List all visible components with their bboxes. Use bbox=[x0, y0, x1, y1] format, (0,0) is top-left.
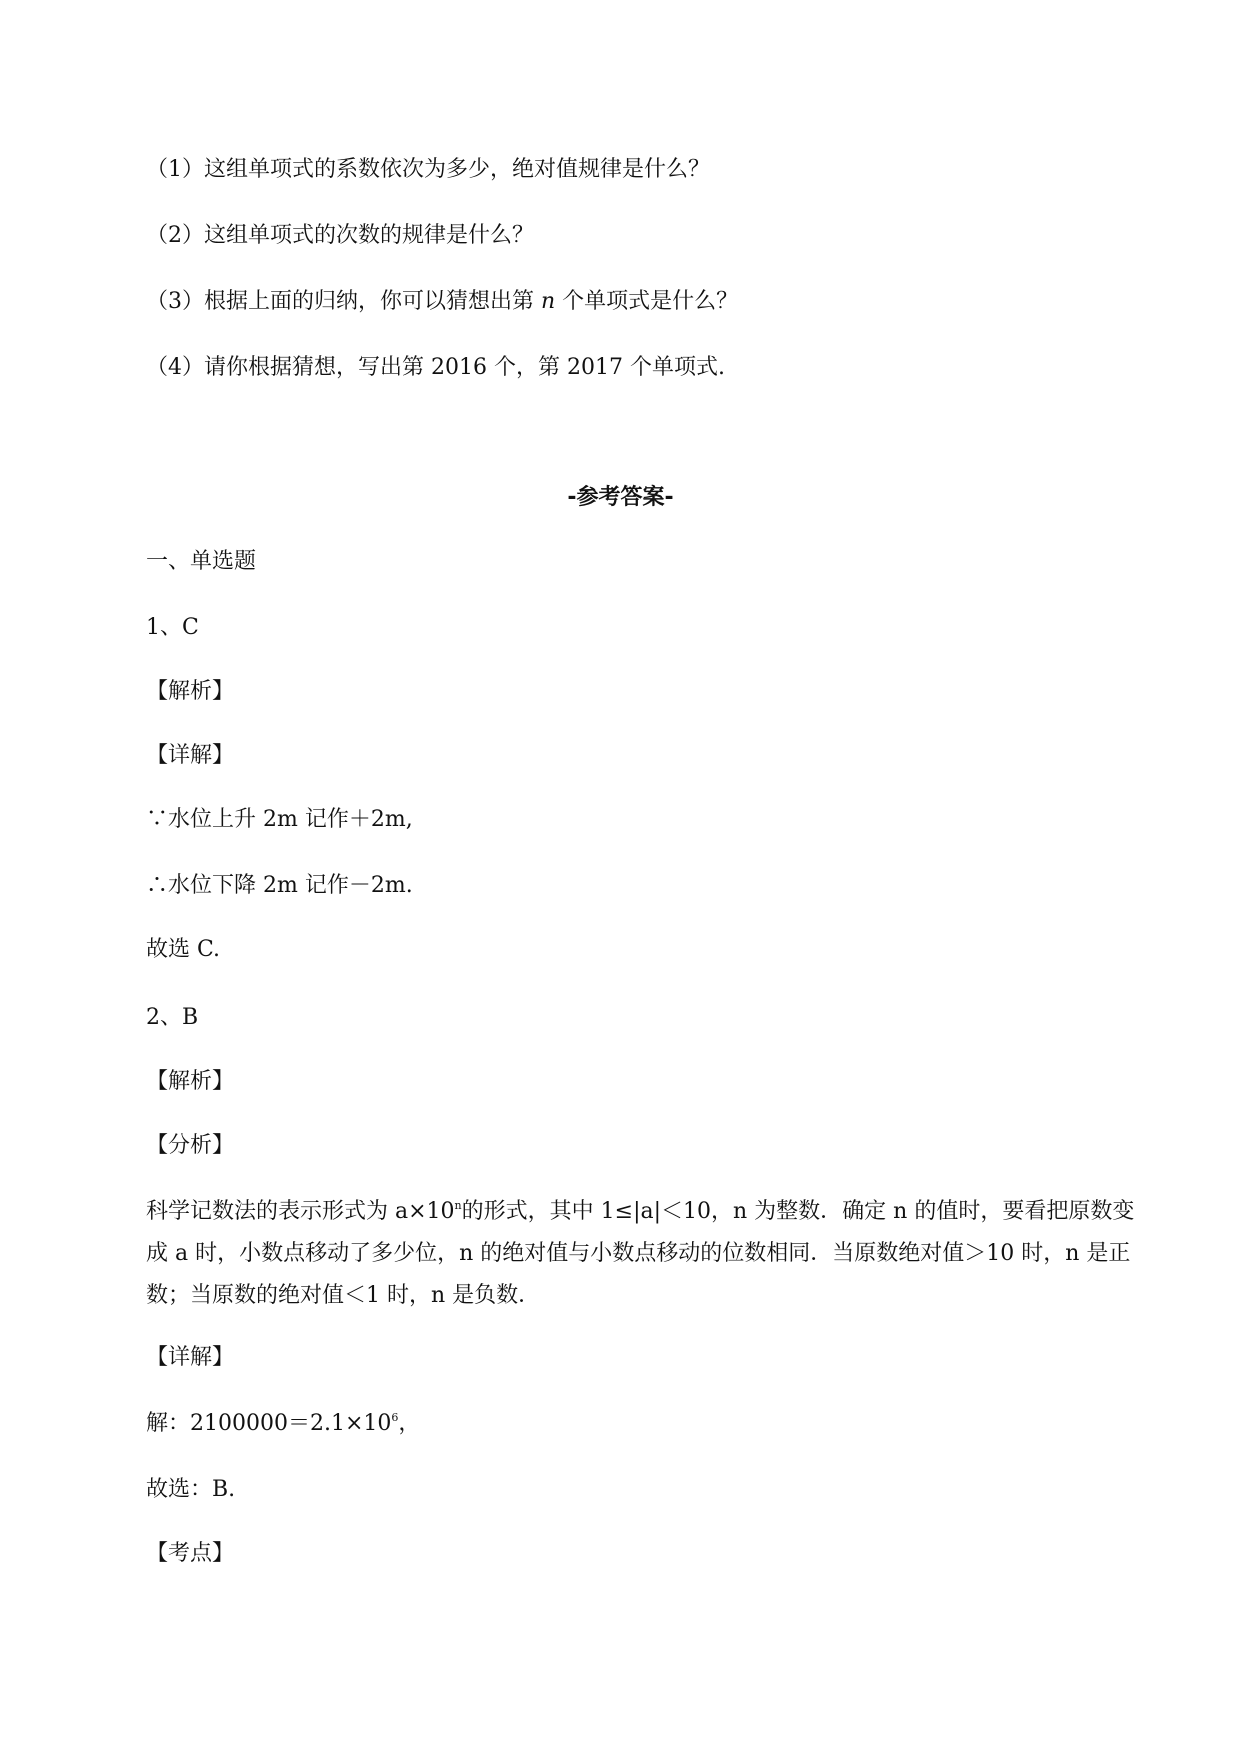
solution-prefix: 解：2100000＝2.1×10 bbox=[146, 1411, 392, 1436]
solution-suffix: ， bbox=[398, 1411, 421, 1436]
answer-2-label: 2、B bbox=[146, 1005, 199, 1030]
question-3-pre: （3）根据上面的归纳，你可以猜想出第 bbox=[146, 289, 541, 314]
question-1: （1）这组单项式的系数依次为多少，绝对值规律是什么？ bbox=[146, 157, 710, 182]
answer-2-paragraph-line-3: 数；当原数的绝对值＜1 时，n 是负数． bbox=[146, 1283, 541, 1308]
answer-2-paragraph-line-1 bbox=[146, 1198, 1134, 1226]
solution-exponent: 6 bbox=[391, 1411, 399, 1424]
answer-2-fenxi-tag: 【分析】 bbox=[146, 1133, 235, 1158]
answer-1-detail-tag: 【详解】 bbox=[146, 743, 235, 768]
question-3-var: n bbox=[541, 289, 556, 314]
paragraph-exponent: n bbox=[454, 1199, 462, 1212]
answer-2-detail-tag: 【详解】 bbox=[146, 1345, 235, 1370]
answer-2-conclusion: 故选：B. bbox=[146, 1477, 236, 1502]
answer-1-label: 1、C bbox=[146, 615, 199, 640]
answer-2-paragraph-line-2: 成 a 时，小数点移动了多少位，n 的绝对值与小数点移动的位数相同．当原数绝对值＞10 时，n 是正 bbox=[146, 1241, 1131, 1266]
question-3-post: 个单项式是什么？ bbox=[555, 289, 739, 314]
question-2: （2）这组单项式的次数的规律是什么？ bbox=[146, 223, 534, 248]
paragraph-suffix: 的形式，其中 1≤|a|＜10，n 为整数．确定 n 的值时，要看把原数变 bbox=[461, 1199, 1135, 1224]
answer-2-analysis-tag: 【解析】 bbox=[146, 1069, 235, 1094]
answer-1-line-1: ∵水位上升 2m 记作＋2m, bbox=[146, 807, 413, 832]
answer-title: -参考答案- bbox=[567, 485, 674, 510]
answer-1-line-2: ∴水位下降 2m 记作－2m. bbox=[146, 873, 413, 898]
question-4: （4）请你根据猜想，写出第 2016 个，第 2017 个单项式. bbox=[146, 355, 725, 380]
section-heading: 一、单选题 bbox=[146, 549, 257, 574]
question-3 bbox=[146, 288, 738, 316]
answer-2-kaodian-tag: 【考点】 bbox=[146, 1541, 235, 1566]
answer-2-solution bbox=[146, 1410, 420, 1438]
paragraph-prefix: 科学记数法的表示形式为 a×10 bbox=[146, 1199, 455, 1224]
answer-1-analysis-tag: 【解析】 bbox=[146, 679, 235, 704]
answer-1-line-3: 故选 C. bbox=[146, 937, 221, 962]
